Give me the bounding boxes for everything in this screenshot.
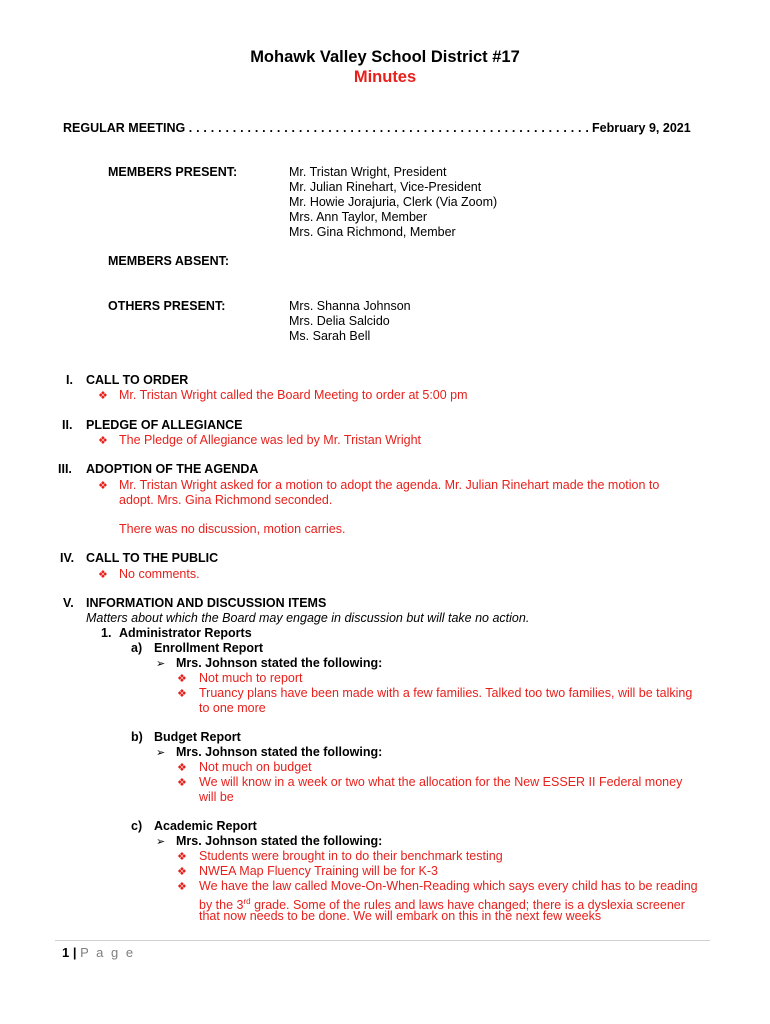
diamond-bullet-icon: ❖	[177, 851, 187, 863]
section-3-number: III.	[58, 462, 72, 476]
report-b-title: Budget Report	[154, 730, 241, 744]
diamond-bullet-icon: ❖	[177, 688, 187, 700]
other-1: Mrs. Shanna Johnson	[289, 299, 411, 313]
members-absent-label: MEMBERS ABSENT:	[108, 254, 230, 268]
ordinal-superscript: rd	[243, 897, 251, 906]
member-5: Mrs. Gina Richmond, Member	[289, 225, 456, 239]
report-b-speaker: Mrs. Johnson stated the following:	[176, 745, 383, 759]
report-c-bullet-1: Students were brought in to do their benchmark testing	[199, 849, 503, 863]
member-4: Mrs. Ann Taylor, Member	[289, 210, 428, 224]
section-3-line-2: adopt. Mrs. Gina Richmond seconded.	[119, 493, 333, 507]
report-a-bullet-2-line-1: Truancy plans have been made with a few families. Talked too two families, will be talking	[199, 686, 693, 700]
report-b-number: b)	[131, 730, 143, 744]
meeting-date: February 9, 2021	[592, 121, 691, 135]
arrow-bullet-icon: ➢	[156, 747, 166, 759]
minutes-subtitle: Minutes	[353, 68, 417, 86]
meeting-type: REGULAR MEETING	[63, 121, 186, 135]
other-2: Mrs. Delia Salcido	[289, 314, 390, 328]
report-b-bullet-1: Not much on budget	[199, 760, 312, 774]
report-c-bullet-3-part-b: grade. Some of the rules and laws have changed; there is a dyslexia screener	[250, 898, 685, 913]
report-a-title: Enrollment Report	[154, 641, 264, 655]
section-3-line-1: Mr. Tristan Wright asked for a motion to adopt the agenda. Mr. Julian Rinehart made the motion to	[119, 478, 660, 492]
section-5-title: INFORMATION AND DISCUSSION ITEMS	[86, 596, 327, 610]
report-c-title: Academic Report	[154, 819, 257, 833]
report-c-speaker: Mrs. Johnson stated the following:	[176, 834, 383, 848]
section-1-item: Mr. Tristan Wright called the Board Meeting to order at 5:00 pm	[119, 388, 468, 402]
section-3-title: ADOPTION OF THE AGENDA	[86, 462, 259, 476]
district-title: Mohawk Valley School District #17	[250, 48, 520, 66]
report-c-bullet-3-part-a: by the 3	[199, 898, 244, 913]
member-3: Mr. Howie Jorajuria, Clerk (Via Zoom)	[289, 195, 498, 209]
report-b-bullet-2-line-1: We will know in a week or two what the allocation for the New ESSER II Federal money	[199, 775, 683, 789]
arrow-bullet-icon: ➢	[156, 658, 166, 670]
subsection-1-number: 1.	[101, 626, 112, 640]
section-5-note: Matters about which the Board may engage in discussion but will take no action.	[86, 611, 530, 625]
page-number: 1	[62, 945, 70, 960]
diamond-bullet-icon: ❖	[98, 480, 108, 492]
report-a-speaker: Mrs. Johnson stated the following:	[176, 656, 383, 670]
report-c-number: c)	[131, 819, 143, 833]
diamond-bullet-icon: ❖	[177, 881, 187, 893]
section-1-number: I.	[66, 373, 73, 387]
member-2: Mr. Julian Rinehart, Vice-President	[289, 180, 482, 194]
report-c-bullet-3-line-1: We have the law called Move-On-When-Reading which says every child has to be reading	[199, 879, 698, 893]
report-a-number: a)	[131, 641, 143, 655]
report-c-bullet-3-line-3: that now needs to be done. We will embark on this in the next few weeks	[199, 909, 602, 923]
section-4-title: CALL TO THE PUBLIC	[86, 551, 219, 565]
section-2-item: The Pledge of Allegiance was led by Mr. Tristan Wright	[119, 433, 422, 447]
section-5-number: V.	[63, 596, 74, 610]
page-separator: |	[72, 945, 77, 960]
report-a-bullet-1: Not much to report	[199, 671, 303, 685]
report-b-bullet-2-line-2: will be	[199, 790, 234, 804]
section-4-item: No comments.	[119, 567, 200, 581]
section-2-number: II.	[62, 418, 73, 432]
meeting-leader: . . . . . . . . . . . . . . . . . . . . . . . . . . . . . . . . . . . . . . . . . . . . . . . . . . . . . . .	[188, 121, 590, 135]
members-present-label: MEMBERS PRESENT:	[108, 165, 238, 179]
diamond-bullet-icon: ❖	[98, 435, 108, 447]
footer-divider	[55, 940, 710, 941]
diamond-bullet-icon: ❖	[177, 673, 187, 685]
section-3-line-3: There was no discussion, motion carries.	[119, 522, 346, 536]
section-2-title: PLEDGE OF ALLEGIANCE	[86, 418, 243, 432]
diamond-bullet-icon: ❖	[177, 777, 187, 789]
section-1-title: CALL TO ORDER	[86, 373, 189, 387]
diamond-bullet-icon: ❖	[177, 866, 187, 878]
section-4-number: IV.	[60, 551, 75, 565]
subsection-1-title: Administrator Reports	[119, 626, 252, 640]
others-present-label: OTHERS PRESENT:	[108, 299, 226, 313]
page-footer	[62, 945, 135, 960]
diamond-bullet-icon: ❖	[98, 390, 108, 402]
report-c-bullet-2: NWEA Map Fluency Training will be for K-3	[199, 864, 438, 878]
meeting-label	[63, 121, 589, 136]
diamond-bullet-icon: ❖	[177, 762, 187, 774]
page-label: P a g e	[80, 945, 136, 960]
report-a-bullet-2-line-2: to one more	[199, 701, 266, 715]
arrow-bullet-icon: ➢	[156, 836, 166, 848]
member-1: Mr. Tristan Wright, President	[289, 165, 447, 179]
diamond-bullet-icon: ❖	[98, 569, 108, 581]
other-3: Ms. Sarah Bell	[289, 329, 371, 343]
